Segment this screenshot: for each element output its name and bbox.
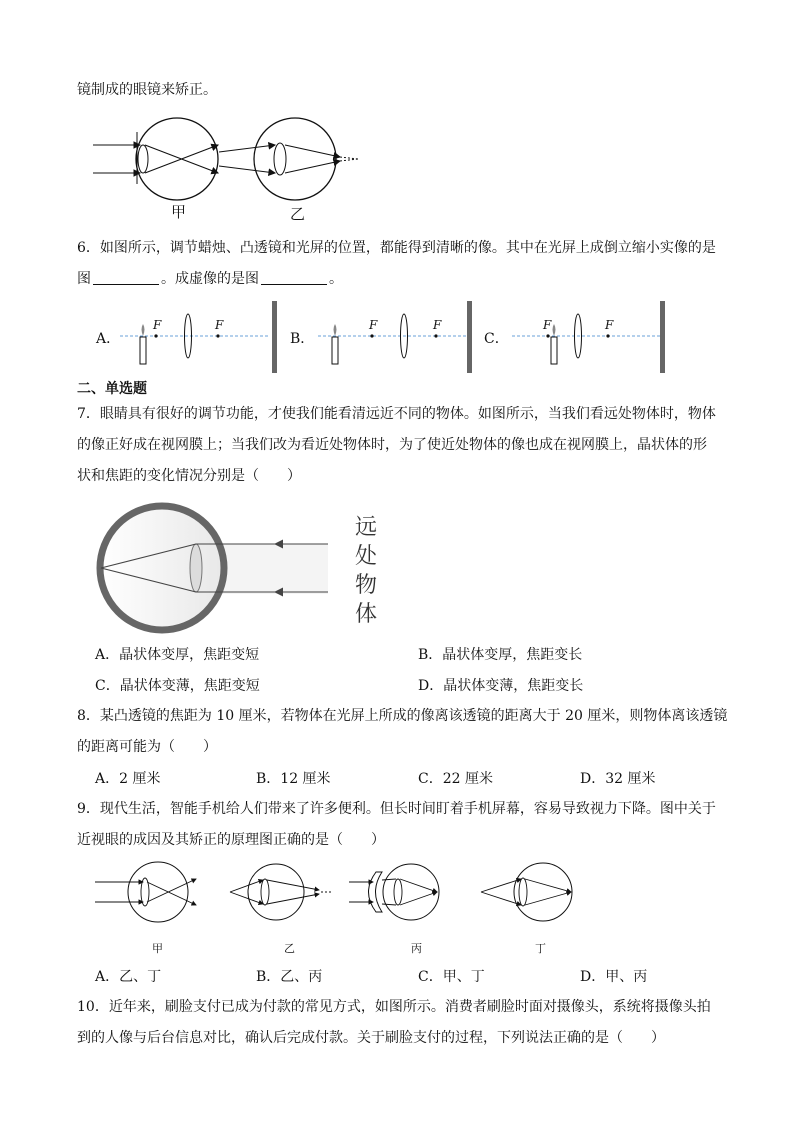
q8-option-a[interactable]: A．2 厘米 [95,771,161,787]
q9-option-b[interactable]: B．乙、丙 [256,969,323,985]
q6-c-focal-right: F [605,318,614,332]
q6-line2-a: 图 [77,271,91,287]
q7-figure-text-1: 远 [355,515,378,540]
q6-a-focal-right: F [215,318,224,332]
q9-option-c[interactable]: C．甲、丁 [418,969,485,985]
q7-line1: 7．眼睛具有很好的调节功能，才使我们能看清远近不同的物体。如图所示，当我们看远处物体时，物体 [77,406,716,422]
q9-line1: 9．现代生活，智能手机给人们带来了许多便利。但长时间盯着手机屏幕，容易导致视力下降。图中关于 [77,801,716,817]
q6-b-focal-left: F [369,318,378,332]
q9-eye-figures [93,860,583,930]
q5-eye-figure [90,112,370,227]
q6-b-focal-right: F [433,318,442,332]
q9-fig-label-yi: 乙 [284,942,295,955]
q9-option-a[interactable]: A．乙、丁 [95,969,162,985]
q9-option-d[interactable]: D．甲、丙 [580,969,648,985]
q6-line2-b: 。成虚像的是图 [161,271,259,287]
q5-text: 镜制成的眼镜来矫正。 [77,82,217,98]
q7-line2: 的像正好成在视网膜上；当我们改为看近处物体时，为了使近处物体的像也成在视网膜上，晶状体的形 [77,437,707,453]
q7-option-b[interactable]: B．晶状体变厚，焦距变长 [418,647,583,663]
q8-option-b[interactable]: B．12 厘米 [256,771,331,787]
q8-option-c[interactable]: C．22 厘米 [418,771,493,787]
q6-a-focal-left: F [153,318,162,332]
q8-line1: 8．某凸透镜的焦距为 10 厘米，若物体在光屏上所成的像离该透镜的距离大于 20 厘米，则物体离该透镜 [77,708,728,724]
q9-fig-label-bing: 丙 [411,942,422,955]
q6-blank-1[interactable] [93,270,159,285]
q8-line2: 的距离可能为（ ） [77,739,217,755]
q6-c-focal-left: F [543,318,552,332]
q7-line3: 状和焦距的变化情况分别是（ ） [77,468,301,484]
q6-option-a-label: A． [96,331,121,347]
q7-option-a[interactable]: A．晶状体变厚，焦距变短 [95,647,260,663]
q7-figure-text-3: 物 [355,573,378,598]
q9-fig-label-jia: 甲 [152,942,163,955]
q6-blank-2[interactable] [261,270,327,285]
q8-option-d[interactable]: D．32 厘米 [580,771,656,787]
q6-option-c-label: C． [484,331,509,347]
fig-label-jia: 甲 [171,203,187,221]
q7-figure-text-2: 处 [355,544,378,569]
section-title: 二、单选题 [77,381,147,397]
q7-option-d[interactable]: D．晶状体变薄，焦距变长 [418,678,584,694]
q10-line2: 到的人像与后台信息对比，确认后完成付款。关于刷脸支付的过程，下列说法正确的是（ ） [77,1030,665,1046]
q9-line2: 近视眼的成因及其矫正的原理图正确的是（ ） [77,832,385,848]
q7-eye-figure [95,510,355,630]
q6-line2-c: 。 [329,271,343,287]
q10-line1: 10．近年来，刷脸支付已成为付款的常见方式，如图所示。消费者刷脸时面对摄像头，系统将摄像头拍 [77,999,711,1015]
q6-line1: 6．如图所示，调节蜡烛、凸透镜和光屏的位置，都能得到清晰的像。其中在光屏上成倒立缩小实像的是 [77,240,716,256]
q6-line2 [77,269,737,289]
q6-option-b-label: B． [290,331,315,347]
q9-fig-label-ding: 丁 [535,942,546,955]
q7-option-c[interactable]: C．晶状体变薄，焦距变短 [95,678,260,694]
fig-label-yi: 乙 [290,205,306,223]
q7-figure-text-4: 体 [355,602,378,627]
q6-optics-figures [110,296,670,376]
